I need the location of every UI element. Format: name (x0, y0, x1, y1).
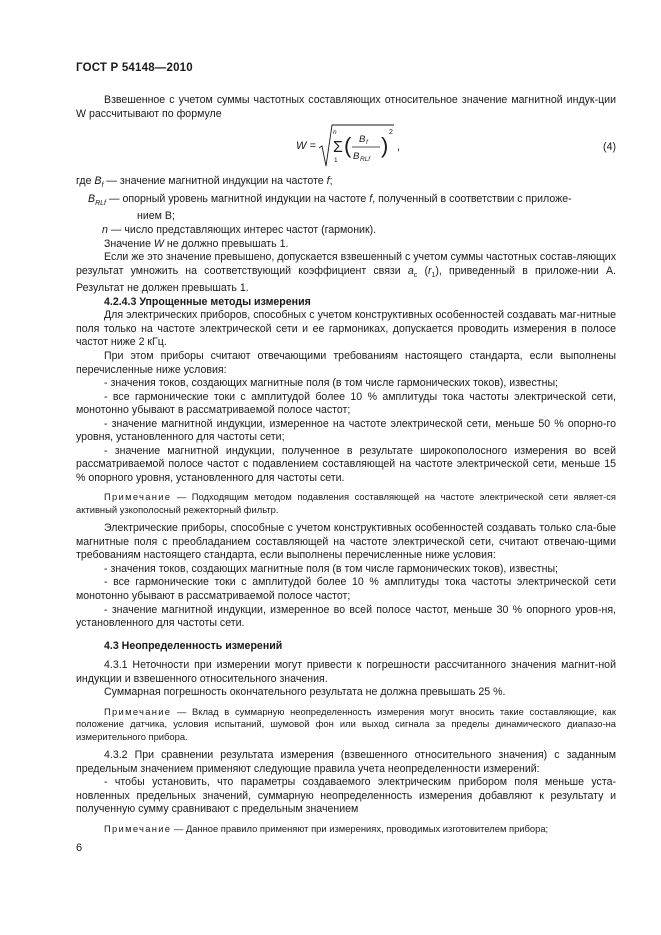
svg-text:(: ( (344, 133, 352, 159)
svg-text:1: 1 (334, 157, 338, 165)
condition-item: - значения токов, создающих магнитные поля (в том числе гармонических токов), известны; (104, 377, 559, 390)
variable-definitions (76, 175, 616, 237)
svg-text:RLf: RLf (360, 156, 371, 164)
formula-lhs: W = (296, 140, 316, 153)
section-heading-4243: 4.2.4.3 Упрощенные методы измерения (104, 295, 311, 308)
condition-item: - значение магнитной индукции, измеренное во всей полосе частот, меньше 30 % опорного уров-ня, установленного для частоты сети. (76, 603, 616, 630)
paragraph-431: 4.3.1 Неточности при измерении могут привести к погрешности рассчитанного значения магнит-ной индукции и взвешенного относительного значения. (76, 659, 616, 685)
intro-paragraph: Взвешенное с учетом суммы частотных составляющих относительное значение магнитной индук-ции W рассчитывают по формуле (76, 94, 616, 120)
document-body (76, 94, 616, 835)
note-1: Примечание — Подходящим методом подавления составляющей на частоте электрической сети являет-ся активный узкополосный режекторный фильтр. (76, 491, 616, 515)
total-error-paragraph: Суммарная погрешность окончательного результата не должна превышать 25 %. (104, 686, 506, 699)
svg-text:f: f (366, 139, 368, 147)
svg-text:B: B (359, 134, 366, 146)
devices-paragraph: Для электрических приборов, способных с учетом конструктивных особенностей создавать маг-нитные поля только на частоте электрической сети и ее гармониках, допускается проводить измерения в полосе частот ниже 2 кГц. (76, 309, 616, 349)
devices2-paragraph: Электрические приборы, способные с учетом конструктивных особенностей создавать только сла-бые магнитные поля с преобладанием составляющей на частоте электрической сети, считают отвечаю-щими требованиям настоящего стандарта, если выполнены перечисленные ниже условия: (76, 522, 616, 562)
condition-item: - значение магнитной индукции, полученное в результате широкополосного измерения во всей рассматриваемой полосе частот с подавлением составляющей на частоте электрической сети, меньше 15 % опорного уровня, установленного для частоты сети. (76, 444, 616, 484)
rule-item: - чтобы установить, что параметры создаваемого электрическим прибором поля меньше уста-новленных предельных значений, суммарную неопределенность измерения добавляют к результату и полученную сумму сравнивают с предельным значением (76, 776, 616, 816)
definition-brlf: $B_{RLf}$ — опорный уровень магнитной индукции на частоте f, полученный в соответствии с приложе- (88, 192, 572, 207)
condition-item: - все гармонические токи с амплитудой более 10 % амплитуды тока частоты электрической сети монотонно убывают в рассматриваемой полосе частот; (76, 576, 616, 602)
conditions-paragraph: При этом приборы считают отвечающими требованиям настоящего стандарта, если выполнены перечисленные ниже условия: (76, 349, 616, 376)
svg-text:2: 2 (389, 129, 393, 137)
definition-bf: где $B_f$ — значение магнитной индукции на частоте f; (76, 175, 333, 190)
condition-item: - значение магнитной индукции, измеренное на частоте электрической сети, меньше 50 % опорно-го уровня, установленного для частоты сети; (76, 417, 616, 444)
condition-item: - значения токов, создающих магнитные поля (в том числе гармонических токов), известны; (104, 562, 559, 575)
note-label: Примечание (104, 705, 172, 717)
note-2: Примечание — Вклад в суммарную неопределенность измерения могут вносить такие составляющие, как положение датчика, условия испытаний, шумовой фон или выход сигнала за пределы динамического диапазо-на измерительного прибора. (76, 705, 616, 742)
svg-text:): ) (381, 133, 389, 159)
note-3: Примечание — Данное правило применяют при измерениях, проводимых изготовителем прибора; (104, 822, 549, 834)
svg-text:B: B (353, 151, 360, 163)
svg-text:,: , (397, 141, 401, 154)
note-label: Примечание (104, 491, 172, 503)
paragraph-432: 4.3.2 При сравнении результата измерения (взвешенного относительного значения) с заданным предельным значением применяют следующие правила учета неопределенности измерений: (76, 749, 616, 775)
exceed-paragraph: Если же это значение превышено, допускается взвешенный с учетом суммы частотных состав-ляющих результат умножить на соответствующий коэффициент связи $a_c$ $(r_1)$, приведенный в приложе-нии А. Результат не должен превышать 1. (76, 251, 616, 295)
section-heading-43: 4.3 Неопределенность измерений (104, 639, 283, 652)
note-label: Примечание (104, 822, 172, 834)
formula-number: (4) (603, 141, 616, 154)
definition-brlf-cont: нием В; (137, 210, 175, 223)
document-code-header: ГОСТ Р 54148—2010 (76, 62, 193, 74)
svg-text:Σ: Σ (333, 139, 343, 157)
definition-n: n — число представляющих интерес частот (гармоник). (102, 223, 377, 236)
formula-graphic (76, 121, 616, 173)
formula-block (76, 121, 616, 173)
w-limit-paragraph: Значение W не должно превышать 1. (104, 237, 289, 250)
condition-item: - все гармонические токи с амплитудой более 10 % амплитуды тока частоты электрической сети, монотонно убывают в рассматриваемой полосе частот; (76, 390, 616, 417)
svg-text:n: n (333, 129, 337, 137)
page-number: 6 (76, 842, 83, 854)
